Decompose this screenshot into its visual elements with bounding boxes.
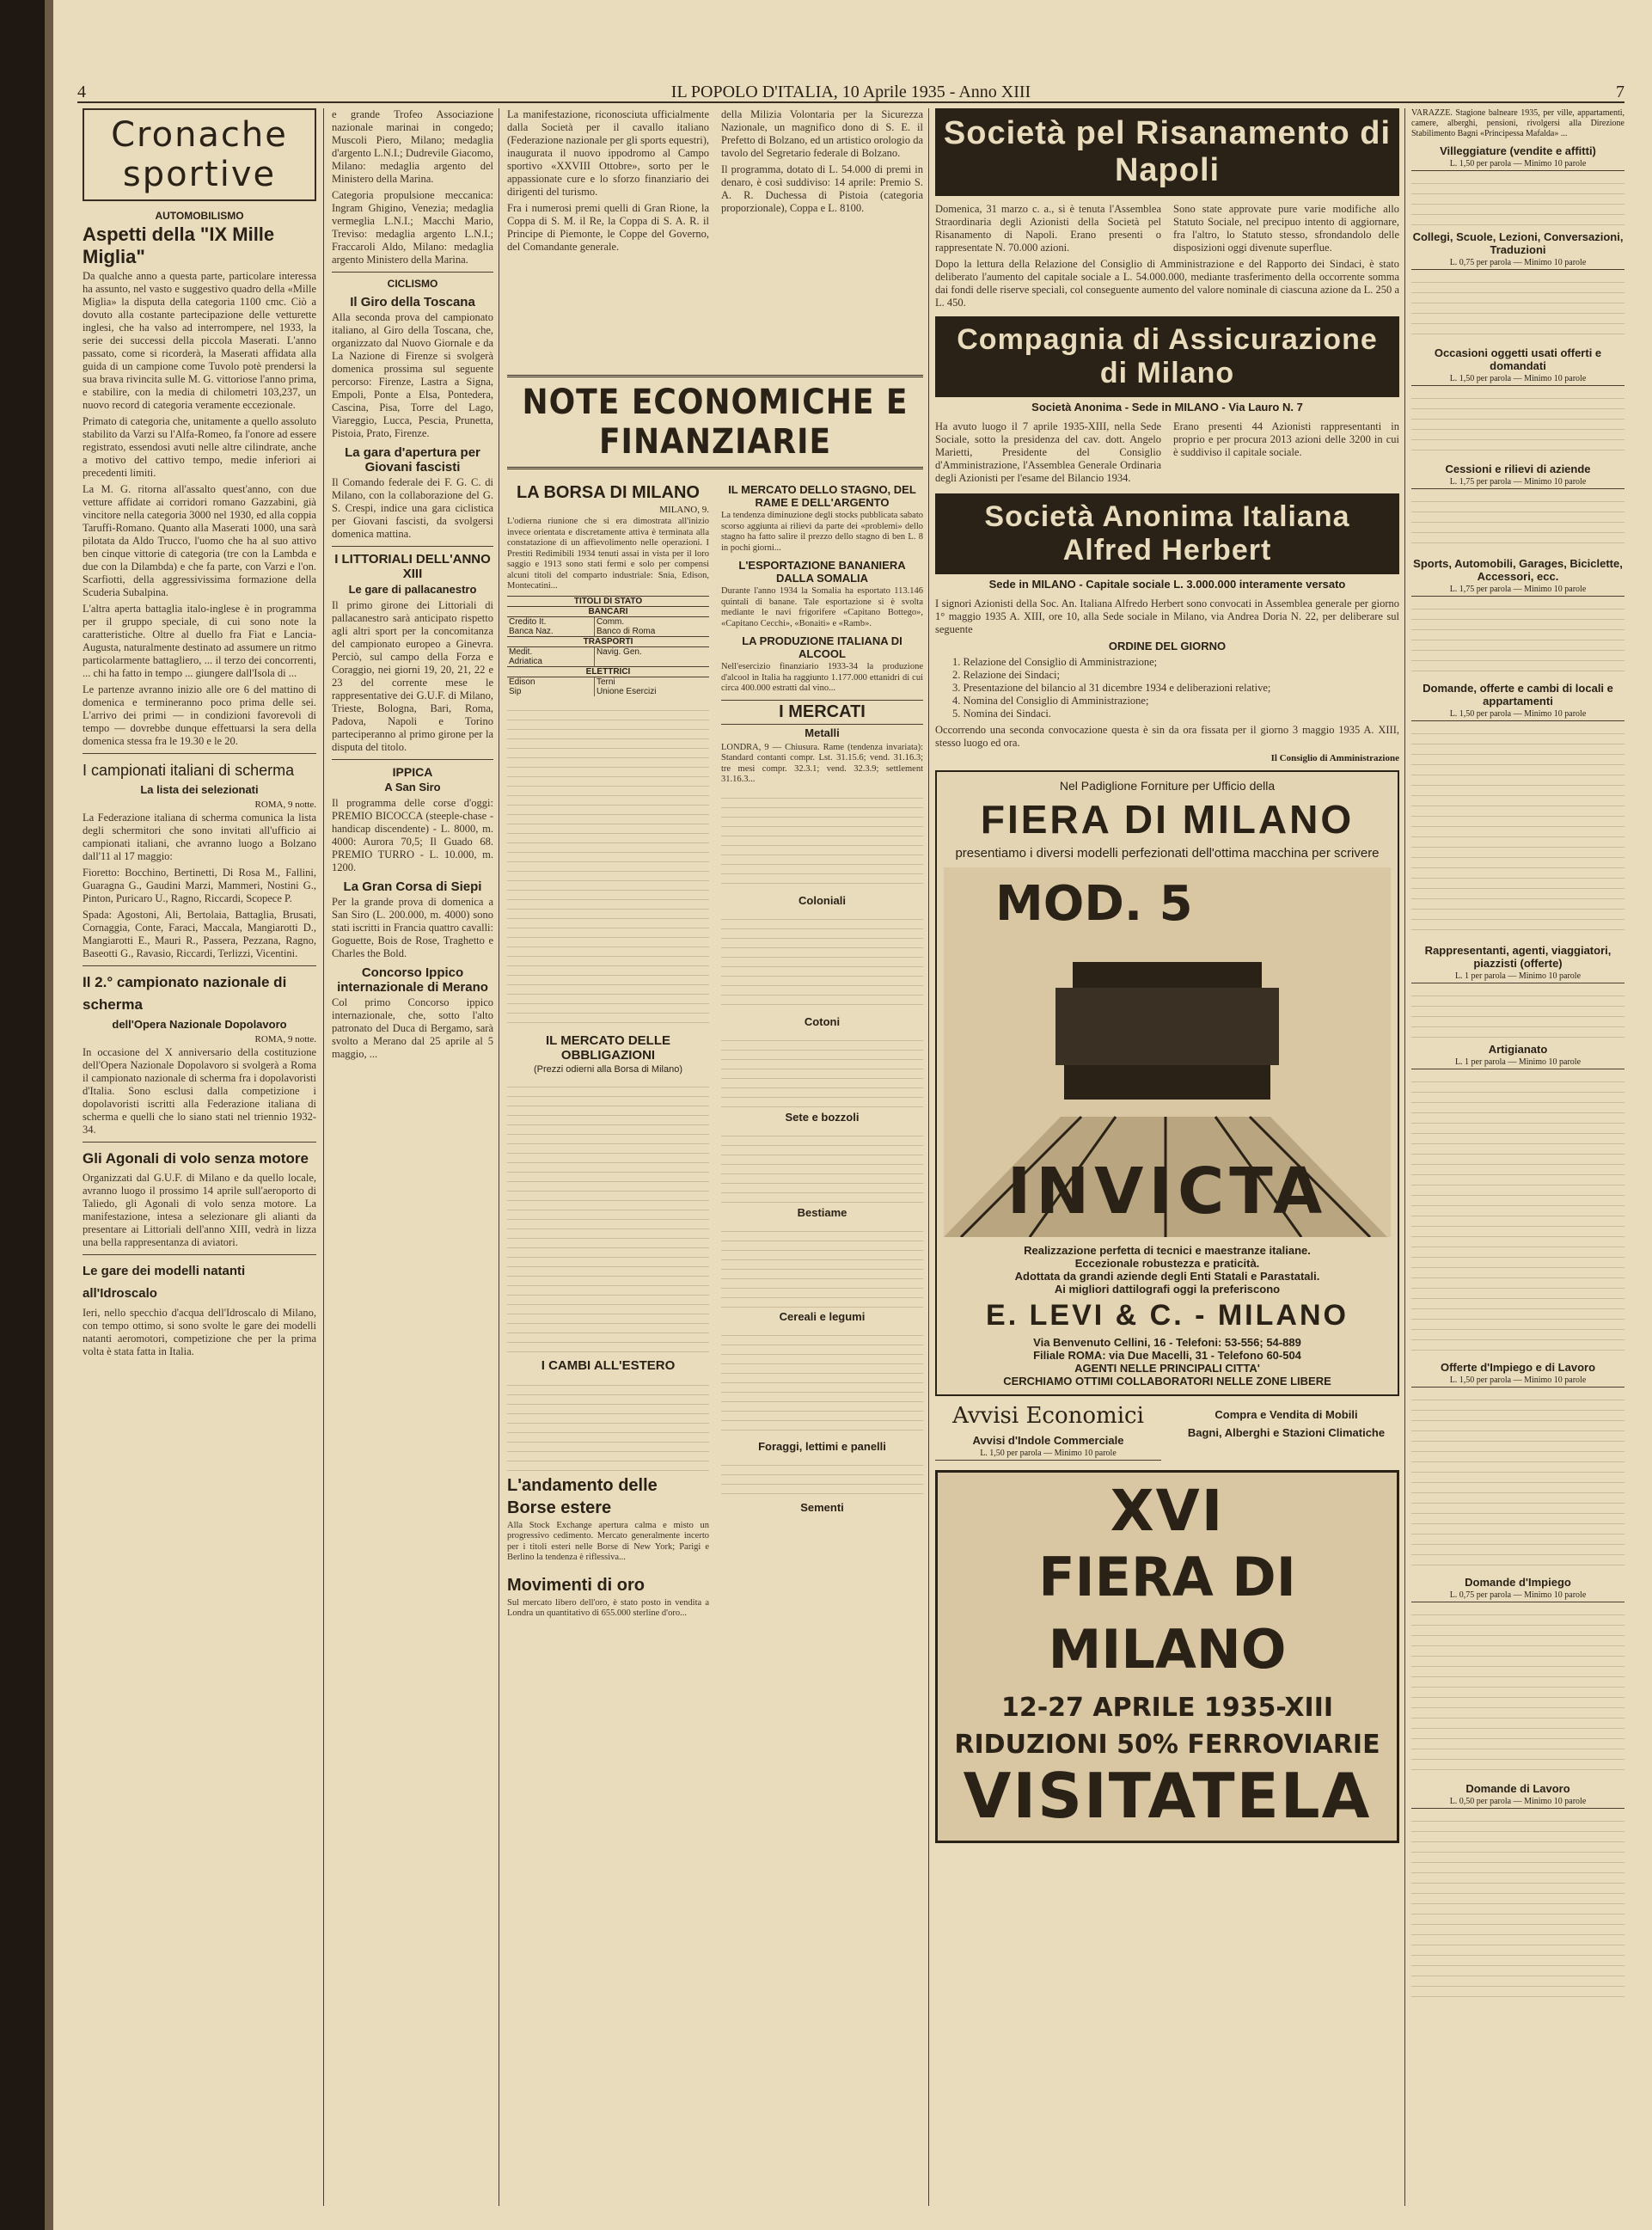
article-paragraph: Domenica, 31 marzo c. a., si è tenuta l'Assemblea Straordinaria degli Azionisti della Società pel Risanamento di Napoli. Erano presenti o rappresentate N. 70.000 azioni. [935, 203, 1161, 254]
ad-text: Eccezionale robustezza e praticità. [1074, 1257, 1260, 1270]
headline-modelli-natanti: Le gare dei modelli natanti all'Idroscalo [83, 1264, 246, 1301]
classified-heading: Artigianato [1488, 1043, 1548, 1056]
column-sports-1 [83, 108, 316, 2206]
market-sete: Sete e bozzoli [785, 1110, 860, 1124]
ad-fiera-title: FIERA DI MILANO [980, 797, 1355, 842]
column-notices [935, 108, 1399, 2206]
headline-scherma: I campionati italiani di scherma [83, 762, 295, 779]
classified-rate: L. 0,75 per parola — Minimo 10 parole [1411, 258, 1624, 270]
article-paragraph: Occorrendo una seconda convocazione questa è sin da ora fissata per il giorno 3 maggio 1935 A. XIII, stesso luogo ed ora. [935, 724, 1399, 749]
article-paragraph: Alla seconda prova del campionato italiano, al Giro della Toscana, che, organizzato dal Nuovo Giornale e da La Nazione di Firenze si svolgerà domenica prossima sul seguente percorso: Firenze, Lastra a Signa, Empoli, Ponte a Elsa, Pontedera, Cascina, Pisa, Torre del Lago, Viareggio, Lucca, Pescia, Prunetta, Pistoia, Prato, Firenze. [332, 311, 493, 439]
article-paragraph: Dopo la lettura della Relazione del Consiglio di Amministrazione e del Rapporto dei Sindaci, è stato deliberato l'aumento del capitale sociale a L. 54.000.000, mediante trasferimento della occorrente somma dai fondi delle riserve speciali, col conseguente aumento del valore nominale di ciascuna azione da L. 250 a L. 450. [935, 258, 1399, 309]
headline-littoriali: I LITTORIALI DELL'ANNO XIII [334, 552, 491, 581]
avvisi-economici-title: Avvisi Economici [952, 1403, 1144, 1429]
headline-compagnia-assicurazione: Compagnia di Assicurazione di Milano [935, 316, 1399, 397]
table-cell: Navig. Gen. [594, 646, 709, 657]
masthead [77, 83, 1624, 103]
signature: Il Consiglio di Amministrazione [1270, 753, 1399, 763]
subhead-obbligazioni: (Prezzi odierni alla Borsa di Milano) [533, 1063, 682, 1075]
headline-i-mercati: I MERCATI [721, 700, 923, 725]
column-rule [323, 108, 324, 2206]
article-paragraph: Spada: Agostoni, Ali, Bertolaia, Battaglia, Brusati, Cornaggia, Conte, Faraci, Maccala, Mangiarotti D., Mangiarotti E., Mauri R., Passera, Pezzana, Ragno, Baseotti G., Ravasio, Riccardi, Terlizzi, Vicentini. [83, 909, 316, 959]
kicker-automobilismo: AUTOMOBILISMO [155, 210, 244, 222]
ad-text: CERCHIAMO OTTIMI COLLABORATORI NELLE ZONE LIBERE [1003, 1375, 1331, 1388]
odg-item: 1. Relazione del Consiglio di Amministrazione; [952, 656, 1158, 668]
article-paragraph: Organizzati dal G.U.F. di Milano e da quello locale, avranno luogo il prossimo 14 aprile sull'aeroporto di Taliedo, gli Agonali di volo senza motore. La manifestazione, intesa a selezionare gli alianti da presentare ai Littoriali dell'anno XIII, vedrà in lizza una bella rappresentanza di aviatori. [83, 1172, 316, 1248]
article-paragraph: La tendenza diminuzione degli stocks pubblicata sabato scorso aggiunta ai rilievi da parte dei «problemi» dello stagno ha fatto salire il prezzo dello stagno di ben L. 8 in pochi giorni... [721, 511, 923, 553]
article-paragraph: Durante l'anno 1934 la Somalia ha esportato 113.146 quintali di banane. Tale esportazione si è svolta mediante le navi frigorifere «Capitano Bottego», «Capitano Cecchi», «Bonaiti» e «Ramb». [721, 586, 923, 628]
article-paragraph: LONDRA, 9 — Chiusura. Rame (tendenza invariata): Standard contanti compr. Lst. 31.15.6; vend. 31.16.3; tre mesi compr. 32.3.1; vend. 32.3.9; settlement 31.16.3... [721, 742, 923, 784]
classified-heading: Domande, offerte e cambi di locali e appartamenti [1423, 682, 1613, 708]
headline-alfred-herbert: Società Anonima Italiana Alfred Herbert [935, 493, 1399, 574]
subhead-selezionati: La lista dei selezionati [140, 783, 259, 796]
headline-borse-estere: L'andamento delle Borse estere [507, 1475, 658, 1517]
table-cell: Banco di Roma [594, 627, 709, 637]
odg-item: 3. Presentazione del bilancio al 31 dicembre 1934 e deliberazioni relative; [952, 682, 1271, 694]
classified-rate: L. 1,50 per parola — Minimo 10 parole [1411, 1375, 1624, 1388]
article-paragraph: Il programma, dotato di L. 54.000 di premi in denaro, è così suddiviso: 14 aprile: Premio S. A. R. Duchessa di Pistoia (categoria proporzionale), Coppa e L. 8100. [721, 163, 923, 214]
article-paragraph: L'odierna riunione che si era dimostrata all'inizio invece orientata e discretamente attiva è terminata alla constatazione di un affievolimento nelle operazioni. I Prestiti Redimibili 1934 tenuti assai in vista per il loro saggio e 1913 sono stati fermi e solo per compensi alcuni titoli del comparto industriale: Snia, Edison, Montecatini... [507, 517, 709, 591]
market-coloniali: Coloniali [798, 893, 846, 907]
ad-text: Ai migliori dattilografi oggi la preferiscono [1054, 1283, 1281, 1296]
headline-agonali: Gli Agonali di volo senza motore [83, 1150, 309, 1167]
odg-title: ORDINE DEL GIORNO [1108, 640, 1227, 652]
ad-edition: XVI [1110, 1478, 1225, 1544]
table-cell: Comm. [594, 616, 709, 627]
article-paragraph: Primato di categoria che, unitamente a quello assoluto stabilito da Varzi su l'Alfa-Romeo, fa l'onore ad essere registrato, essendosi avuti nelle altre cilindrate, anche a motivo del cattivo tempo, medie inferiori ai precedenti limiti. [83, 415, 316, 479]
article-paragraph: Ha avuto luogo il 7 aprile 1935-XIII, nella Sede Sociale, sotto la presidenza del cav. dott. Angelo Marietti, Presidente del Consiglio d'Amministrazione, l'Assemblea Generale Ordinaria degli Azionisti per l'esame del Bilancio 1934. [935, 420, 1161, 484]
kicker-ciclismo: CICLISMO [387, 278, 438, 290]
classified-heading: Cessioni e rilievi di aziende [1445, 463, 1591, 475]
ad-discount: RIDUZIONI 50% FERROVIARIE [954, 1730, 1380, 1760]
market-bestiame: Bestiame [797, 1205, 847, 1219]
article-paragraph: Erano presenti 44 Azionisti rappresentanti in proprio e per procura 2013 azioni delle 3200 in cui è suddiviso il capitale sociale. [1173, 420, 1399, 458]
headline-esportazione-bananiera: L'ESPORTAZIONE BANANIERA DALLA SOMALIA [738, 559, 906, 585]
ad-invicta-brand: INVICTA [1006, 1155, 1328, 1228]
classified-heading: Avvisi d'Indole Commerciale [972, 1434, 1124, 1447]
dateline: MILANO, 9. [659, 505, 709, 515]
article-paragraph: Fioretto: Bocchino, Bertinetti, Di Rosa M., Fallini, Guaragna G., Gaudini Marzi, Mammeri, Nostini G., Pinton, Puricaro U., Ragno, Riccardi, Scopece P. [83, 867, 316, 904]
article-paragraph: La manifestazione, riconosciuta ufficialmente dalla Società per il cavallo italiano (Federazione nazionale per gli sports equestri), inaugurata il nuovo ippodromo al Campo sportivo «XXVIII Ottobre», sorto per le appassionate cure e lo sforzo finanziario dei dirigenti del turismo. [507, 108, 709, 198]
article-paragraph: Il programma delle corse d'oggi: PREMIO BICOCCA (steeple-chase - handicap discendente) - L. 8000, m. 4000: Aurora 70,5; Il Guado 68. PREMIO TURRO - L. 10.000, m. 1200. [332, 797, 493, 873]
article-paragraph: Da qualche anno a questa parte, particolare interessa ha assunto, nel vasto e suggestivo quadro della «Mille Miglia» la disputa della categoria 1100 cmc. Ciò a dovuto alla costante partecipazione delle vetturette inglesi, che ha valso ad interrompere, nel 1933, la serie dei successi della piccola Maserati. L'anno passato, come si ricorderà, la Maserati affidata alla guida di un campione come Tuvolo potè prendersi la sua brava rivincita sulle M. G. vittoriose l'anno prima, e stabilire, con la media di chilometri 103,237, un nuovo record di categoria veramente eccezionale. [83, 270, 316, 411]
article-paragraph: Le partenze avranno inizio alle ore 6 del mattino di domenica e termineranno poco prima delle sei. L'arrivo dei primi — in condizioni favorevoli di tempo — dovrebbe dunque effettuarsi la sera della domenica stessa fra le 19.30 e le 20. [83, 683, 316, 747]
headline-movimenti-oro: Movimenti di oro [507, 1575, 645, 1595]
market-cotoni: Cotoni [804, 1014, 841, 1028]
headline-produzione-alcool: LA PRODUZIONE ITALIANA DI ALCOOL [742, 634, 902, 660]
classified-heading: Offerte d'Impiego e di Lavoro [1440, 1361, 1596, 1374]
ad-dates: 12-27 APRILE 1935-XIII [1000, 1693, 1334, 1723]
headline-mille-miglia: Aspetti della "IX Mille Miglia" [83, 224, 275, 267]
classified-rate: L. 1 per parola — Minimo 10 parole [1411, 971, 1624, 983]
classified-heading: Collegi, Scuole, Lezioni, Conversazioni, Traduzioni [1412, 230, 1624, 256]
table-cell: Medit. [509, 646, 533, 657]
subhead-san-siro: A San Siro [384, 781, 441, 793]
odg-item: 5. Nomina dei Sindaci. [952, 708, 1051, 720]
table-cell: Banca Naz. [509, 626, 554, 636]
subhead-pallacanestro: Le gare di pallacanestro [348, 583, 477, 596]
classified-heading: Domande d'Impiego [1465, 1576, 1571, 1589]
bond-listing-block [507, 1078, 709, 1353]
scan-left-edge [0, 0, 45, 2230]
column-rule [1404, 108, 1405, 2206]
ad-text: Nel Padiglione Forniture per Ufficio della [1059, 779, 1276, 793]
article-paragraph: L'altra aperta battaglia italo-inglese è in programma per il gruppo speciale, di cui sono note la caratteristiche. Oltre al duello fra Fiat e Lancia-Augusta, naturalmente destinato ad assumere un ritmo particolarmente battagliero, ... il terzo dei concorrenti, ... chi ha fatto in tempo ... giungere dall'Isola di ... [83, 603, 316, 679]
section-title-cronache: Cronache sportive [83, 108, 316, 201]
table-group-label: BANCARI [507, 606, 709, 616]
article-paragraph: Il Comando federale dei F. G. C. di Milano, con la collaborazione del G. S. Crespi, indice una gara ciclistica per Giovani fascisti, da svolgersi domenica mattina. [332, 476, 493, 540]
odg-item: 4. Nomina del Consiglio di Amministrazione; [952, 695, 1149, 707]
classified-heading: Bagni, Alberghi e Stazioni Climatiche [1187, 1426, 1386, 1439]
binding-strip [45, 0, 53, 2230]
classified-rate: L. 1 per parola — Minimo 10 parole [1411, 1057, 1624, 1069]
headline-obbligazioni: IL MERCATO DELLE OBBLIGAZIONI [545, 1032, 670, 1063]
article-paragraph: della Milizia Volontaria per la Sicurezza Nazionale, un magnifico dono di S. E. il Prefetto di Bolzano, ed un artistico orologio da tavolo del Segretario federale di Bolzano. [721, 108, 923, 159]
dateline: ROMA, 9 notte. [254, 1034, 316, 1045]
table-cell: Sip [509, 686, 522, 696]
article-paragraph: In occasione del X anniversario della costituzione dell'Opera Nazionale Dopolavoro si svolgerà a Roma il campionato nazionale di scherma fra i dopolavoristi d'Italia. Sono esclusi dalla competizione i dopolavoristi iscritti alla Federazione italiana di scherma e quelli che lo siano stati nel triennio 1932-34. [83, 1046, 316, 1136]
table-cell: Credito It. [509, 616, 547, 627]
classified-ad: VARAZZE. Stagione balneare 1935, per ville, appartamenti, camere, alberghi, pensioni, rivolgersi alla Direzione Stabilimento Bagni «Principessa Mafalda» ... [1411, 108, 1624, 138]
headline-campionato-opera: Il 2.° campionato nazionale di scherma [83, 974, 287, 1013]
article-paragraph: Il primo girone dei Littoriali di pallacanestro sarà anticipato rispetto agli altri sport per la concomitanza del campionato europeo a Ginevra. Perciò, sul campo della Forza e Coraggio, nei giorni 19, 20, 21, 22 e 23 del corrente mese le rappresentative dei G.U.F. di Milano, Trieste, Bologna, Bari, Roma, Padova, Napoli e Torino parteciperanno al primo girone per la disputa del titolo. [332, 599, 493, 753]
article-paragraph: Col primo Concorso ippico internazionale, che, sotto l'alto patronato del Duca di Bergamo, sarà svolto a Merano dal 25 aprile al 5 maggio, ... [332, 996, 493, 1060]
article-paragraph: Alla Stock Exchange apertura calma e misto un progressivo cedimento. Mercato generalmente incerto per i titoli esteri nelle Borse di New York; Parigi e Berlino la tendenza è riflessiva... [507, 1520, 709, 1562]
headline-borsa-milano: LA BORSA DI MILANO [517, 483, 700, 502]
exchange-listing-block [507, 1376, 709, 1471]
headline-risanamento-napoli: Società pel Risanamento di Napoli [935, 108, 1399, 196]
advertisement-fiera-milano [935, 1470, 1399, 1843]
typewriter-illustration [944, 867, 1391, 1237]
market-cereali: Cereali e legumi [779, 1309, 866, 1323]
column-classifieds [1411, 108, 1624, 2206]
classified-heading: Sports, Automobili, Garages, Biciclette, Accessori, ecc. [1413, 557, 1623, 583]
article-paragraph: e grande Trofeo Associazione nazionale marinai in congedo; Muscoli Piero, Milano; medaglia d'argento L.N.I.; Dudrevile Giacomo, Milano: medaglia argento del Ministero della Marina. [332, 108, 493, 185]
article-paragraph: La Federazione italiana di scherma comunica la lista degli schermitori che sono invitati all'ufficio ai campionati italiani, che avranno luogo a Bolzano dall'11 al 17 maggio: [83, 812, 316, 862]
headline-cambi: I CAMBI ALL'ESTERO [541, 1357, 676, 1373]
headline-giovani-fascisti: La gara d'apertura per Giovani fascisti [345, 445, 480, 475]
kicker-ippica: IPPICA [392, 765, 433, 779]
classified-rate: L. 1,50 per parola — Minimo 10 parole [935, 1449, 1161, 1461]
ad-visitatela: VISITATELA [963, 1760, 1372, 1832]
dateline: ROMA, 9 notte. [254, 799, 316, 810]
advertisement-invicta [935, 770, 1399, 1396]
classified-rate: L. 1,50 per parola — Minimo 10 parole [1411, 374, 1624, 386]
classified-rate: L. 1,50 per parola — Minimo 10 parole [1411, 709, 1624, 721]
market-foraggi: Foraggi, lettimi e panelli [758, 1439, 886, 1453]
classified-heading: Occasioni oggetti usati offerti e domandati [1434, 346, 1602, 372]
page-number-right: 7 [1616, 83, 1624, 101]
stock-table [507, 596, 709, 696]
column-finance [507, 108, 923, 2206]
article-paragraph: Categoria propulsione meccanica: Ingram Ghigino, Venezia; medaglia vermeglia L.N.I.; Macchi Mario, Treviso: medaglia argento L.N.I.; Fraccaroli Aldo, Milano: medaglia argento Ministero della Marina. [332, 189, 493, 266]
ad-text: presentiamo i diversi modelli perfezionati dell'ottima macchina per scrivere [955, 846, 1380, 861]
firm-line: Società Anonima - Sede in MILANO - Via Lauro N. 7 [1031, 401, 1303, 414]
classified-rate: L. 0,75 per parola — Minimo 10 parole [1411, 1590, 1624, 1602]
headline-gran-corsa: La Gran Corsa di Siepi [343, 879, 482, 894]
section-title-note-economiche: NOTE ECONOMICHE E FINANZIARIE [507, 375, 923, 469]
ad-text: Realizzazione perfetta di tecnici e maestranze italiane. [1024, 1244, 1311, 1257]
ad-text: AGENTI NELLE PRINCIPALI CITTA' [1074, 1362, 1260, 1375]
column-sports-2 [332, 108, 493, 2206]
ad-fiera-title: FIERA DI MILANO [1038, 1546, 1296, 1681]
page-number-left: 4 [77, 83, 86, 101]
headline-merano: Concorso Ippico internazionale di Merano [337, 965, 488, 995]
article-paragraph: Ieri, nello specchio d'acqua dell'Idroscalo di Milano, con tempo ottimo, si sono svolte le gare dei modelli natanti aeromotori, competizione che per la prima volta è stata fatta in Italia. [83, 1307, 316, 1357]
classified-heading: Compra e Vendita di Mobili [1215, 1408, 1358, 1421]
table-group-label: ELETTRICI [507, 666, 709, 677]
stock-listing-block [507, 701, 709, 1028]
table-cell: Terni [594, 677, 709, 687]
article-paragraph: I signori Azionisti della Soc. An. Italiana Alfredo Herbert sono convocati in Assemblea generale per giorno 1° maggio 1935 A. XIII, ore 10, alla Sede sociale in Milano, via Andrea Doria N. 22, per deliberare sul seguente [935, 597, 1399, 635]
table-cell: Adriatica [509, 656, 542, 666]
headline-stagno-rame: IL MERCATO DELLO STAGNO, DEL RAME E DELL'ARGENTO [728, 483, 916, 509]
ad-firm: E. LEVI & C. - MILANO [986, 1299, 1349, 1332]
classified-heading: Rappresentanti, agenti, viaggiatori, piazzisti (offerte) [1424, 944, 1612, 970]
masthead-title: IL POPOLO D'ITALIA, 10 Aprile 1935 - Anno XIII [670, 83, 1031, 101]
classified-rate: L. 1,75 per parola — Minimo 10 parole [1411, 477, 1624, 489]
table-cell: Unione Esercizi [594, 687, 709, 696]
article-paragraph: Nell'esercizio finanziario 1933-34 la produzione d'alcool in Italia ha raggiunto 1.177.000 ettanidri di cui circa 400.000 estratti dal vino... [721, 662, 923, 693]
article-paragraph: La M. G. ritorna all'assalto quest'anno, con due vetture affidate ai corridori romano Gazzabini, già vincitore nella categoria 3000 nel 1930, ed alla coppia Taruffi-Romano. Quanto alla Maserati 1000, una sarà pilotata da Aldo Trucco, l'uomo che ha al suo attivo ben cinque vittorie di categoria (tre con la Lambda e due con la Dilambda) e che fa parte, con Varzi e l'on. Scarfiotti, della aggressivissima formazione della Scuderia Subalpina. [83, 483, 316, 598]
table-group-label: TRASPORTI [507, 636, 709, 646]
classified-rate: L. 0,50 per parola — Minimo 10 parole [1411, 1797, 1624, 1809]
article-paragraph: Fra i numerosi premi quelli di Gran Rione, la Coppa di S. M. il Re, la Coppa di S. A. R. il Principe di Piemonte, le Coppe del Governo, del Comandante generale. [507, 202, 709, 253]
classified-heading: Domande di Lavoro [1465, 1782, 1570, 1795]
article-paragraph: Per la grande prova di domenica a San Siro (L. 200.000, m. 4000) sono stati iscritti in Francia quattro cavalli: Goguette, Bois de Rose, Traghetto e Charles the Bold. [332, 896, 493, 959]
subhead-dopolavoro: dell'Opera Nazionale Dopolavoro [112, 1018, 287, 1031]
firm-line: Sede in MILANO - Capitale sociale L. 3.000.000 interamente versato [988, 578, 1346, 591]
headline-giro-toscana: Il Giro della Toscana [350, 295, 475, 309]
ad-address: Via Benvenuto Cellini, 16 - Telefoni: 53-556; 54-889 [1033, 1336, 1301, 1349]
column-rule [928, 108, 929, 2206]
article-paragraph: Sono state approvate pure varie modifiche allo Statuto Sociale, nel precipuo intento di aggiornare, fra l'altro, lo Statuto stesso, sfrondandolo delle disposizioni oggi divenute superflue. [1173, 203, 1399, 254]
classified-rate: L. 1,75 per parola — Minimo 10 parole [1411, 585, 1624, 597]
odg-item: 2. Relazione dei Sindaci; [952, 669, 1060, 681]
article-paragraph: Sul mercato libero dell'oro, è stato posto in vendita a Londra un quantitativo di 655.000 sterline d'oro... [507, 1597, 709, 1618]
classified-rate: L. 1,50 per parola — Minimo 10 parole [1411, 159, 1624, 171]
table-cell: Edison [509, 677, 535, 687]
classified-heading: Villeggiature (vendite e affitti) [1440, 144, 1596, 157]
market-metalli: Metalli [805, 726, 840, 739]
ad-text: Adottata da grandi aziende degli Enti Statali e Parastatali. [1014, 1270, 1320, 1283]
ad-address: Filiale ROMA: via Due Macelli, 31 - Telefono 60-504 [1033, 1349, 1301, 1362]
market-sementi: Sementi [800, 1500, 844, 1514]
ad-model: MOD. 5 [995, 876, 1193, 932]
table-header: TITOLI DI STATO [507, 596, 709, 606]
